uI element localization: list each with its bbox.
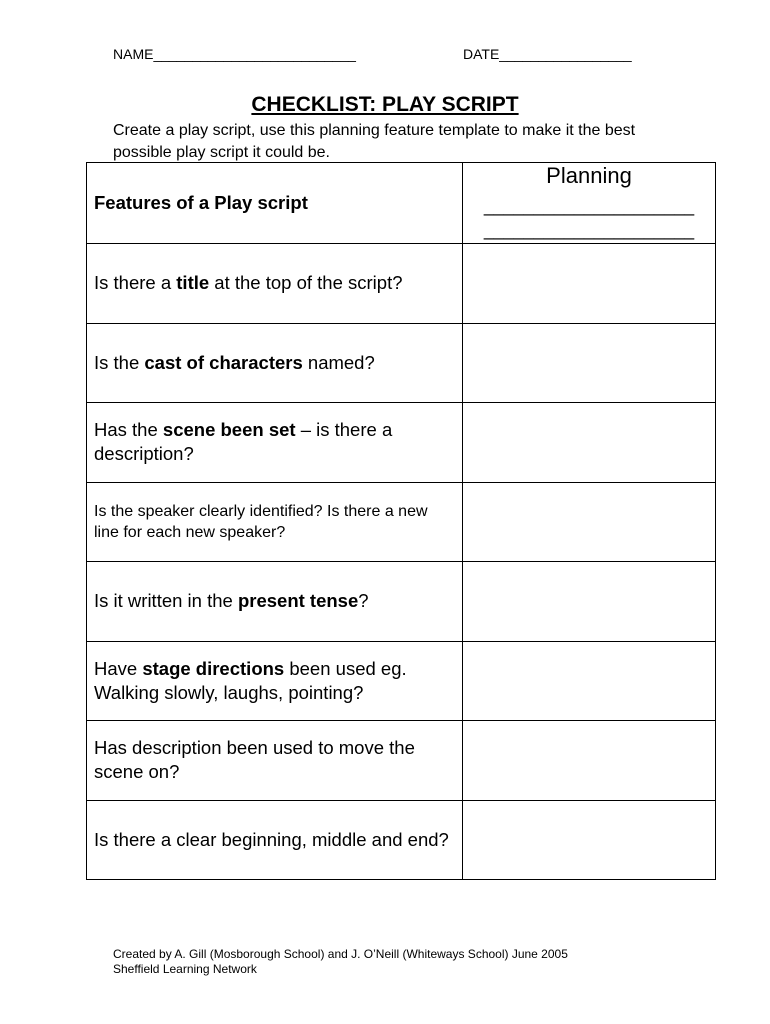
table-row — [87, 482, 716, 562]
question-keyword: scene been set — [162, 419, 296, 441]
planning-header-label: Planning — [546, 163, 632, 188]
planning-cell[interactable] — [463, 800, 716, 880]
question-text: Have — [94, 657, 143, 679]
question-text-end: ? — [358, 590, 369, 612]
planning-cell[interactable] — [463, 403, 716, 483]
feature-question — [87, 403, 463, 483]
date-field-label: DATE_________________ — [463, 46, 632, 62]
planning-cell[interactable] — [463, 482, 716, 562]
question-keyword: cast of characters — [144, 351, 303, 373]
feature-question — [87, 800, 463, 880]
planning-cell[interactable] — [463, 562, 716, 642]
name-field-label: NAME__________________________ — [113, 46, 356, 62]
feature-question — [87, 482, 463, 562]
question-text-end: – is there a description? — [94, 419, 393, 465]
planning-underline-1: _____________________ — [483, 196, 695, 216]
planning-underline-2: _____________________ — [483, 220, 695, 240]
question-text: Is the — [94, 351, 145, 373]
table-header-row — [87, 163, 716, 244]
feature-question — [87, 244, 463, 324]
table-row — [87, 721, 716, 801]
table-row — [87, 403, 716, 483]
footer-credit: Created by A. Gill (Mosborough School) and J. O’Neill (Whiteways School) June 2005 — [113, 947, 568, 961]
page-title: CHECKLIST: PLAY SCRIPT — [251, 93, 519, 116]
footer — [113, 947, 568, 977]
question-text: Has description been used to move the scene on? — [94, 737, 415, 783]
question-text: Is there a clear beginning, middle and end? — [94, 828, 449, 850]
planning-cell[interactable] — [463, 721, 716, 801]
features-column-header: Features of a Play script — [87, 163, 463, 244]
question-text: Has the — [94, 419, 163, 441]
planning-column-header — [463, 163, 716, 244]
table-row — [87, 641, 716, 721]
question-keyword: title — [176, 272, 210, 294]
question-keyword: stage directions — [142, 657, 285, 679]
feature-question — [87, 721, 463, 801]
question-text: Is the speaker clearly identified? Is there a new line for each new speaker? — [94, 502, 428, 541]
intro-text: Create a play script, use this planning feature template to make it the best possible play script it could be. — [113, 122, 636, 161]
table-row — [87, 800, 716, 880]
question-text: Is there a — [94, 272, 177, 294]
feature-question — [87, 323, 463, 403]
planning-cell[interactable] — [463, 641, 716, 721]
feature-question — [87, 641, 463, 721]
table-row — [87, 244, 716, 324]
planning-cell[interactable] — [463, 244, 716, 324]
planning-cell[interactable] — [463, 323, 716, 403]
question-text-end: at the top of the script? — [209, 272, 403, 294]
question-keyword: present tense — [237, 590, 359, 612]
checklist-table — [86, 162, 716, 880]
question-text: Is it written in the — [94, 590, 238, 612]
question-text-end: been used eg. Walking slowly, laughs, pointing? — [94, 657, 407, 703]
table-row — [87, 562, 716, 642]
feature-question — [87, 562, 463, 642]
footer-network: Sheffield Learning Network — [113, 962, 257, 976]
question-text-end: named? — [302, 351, 375, 373]
table-row — [87, 323, 716, 403]
